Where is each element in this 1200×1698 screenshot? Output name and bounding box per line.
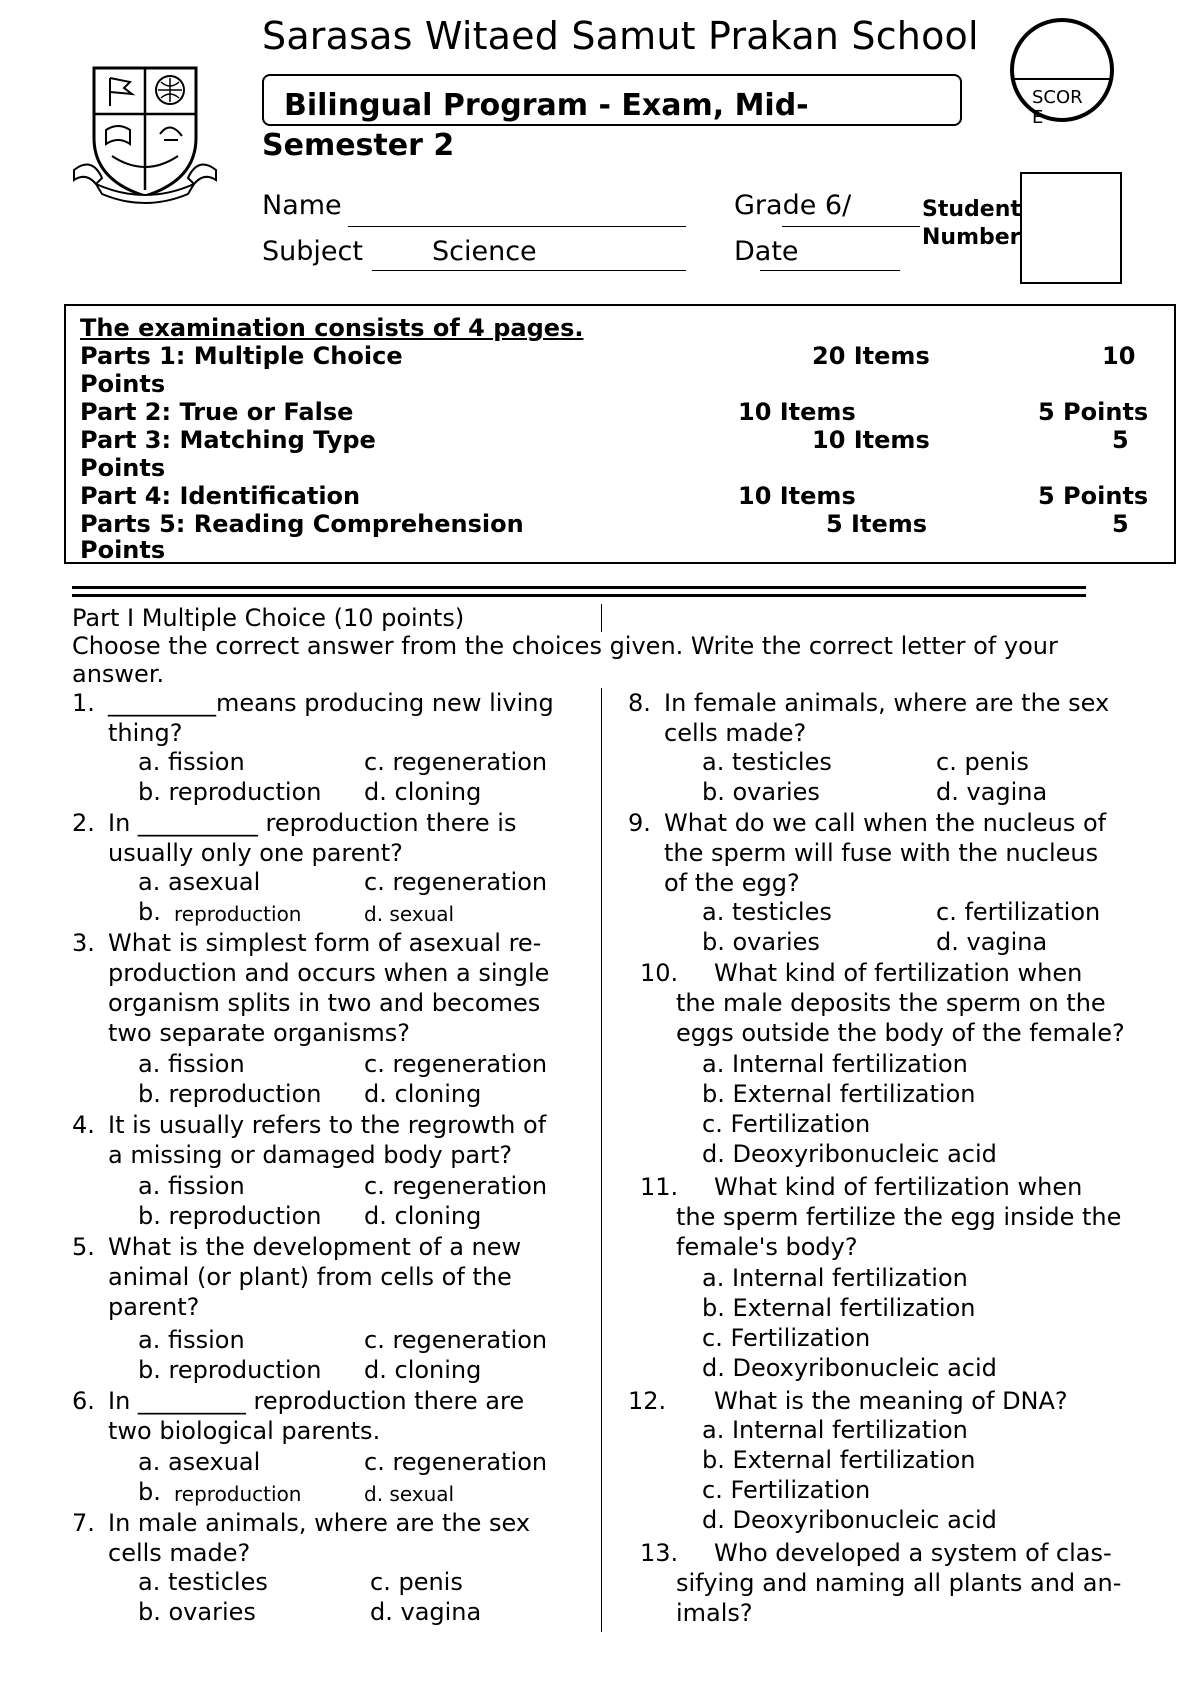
choice-b[interactable]: b. bbox=[138, 898, 161, 926]
option-2[interactable]: b. External fertilization bbox=[702, 1294, 976, 1322]
part4-items: 10 Items bbox=[738, 482, 856, 510]
question-text: usually only one parent? bbox=[108, 839, 403, 867]
question-text: production and occurs when a single bbox=[108, 959, 550, 987]
question-text: female's body? bbox=[676, 1233, 858, 1261]
choice-d[interactable]: d. sexual bbox=[364, 902, 455, 926]
part1-instructions: Choose the correct answer from the choices given. Write the correct letter of your answer. bbox=[72, 632, 1058, 688]
option-1[interactable]: a. Internal fertilization bbox=[702, 1050, 968, 1078]
question-text: What is the meaning of DNA? bbox=[714, 1387, 1068, 1415]
choice-d[interactable]: d. cloning bbox=[364, 1356, 482, 1384]
school-crest-logo bbox=[72, 60, 218, 206]
part1-title: Part I Multiple Choice (10 points) bbox=[72, 604, 465, 632]
question-4 bbox=[72, 1110, 592, 1170]
choice-b[interactable]: b. bbox=[138, 1478, 161, 1506]
choice-c[interactable]: c. regeneration bbox=[364, 748, 548, 776]
question-text: of the egg? bbox=[664, 869, 800, 897]
question-text: organism splits in two and becomes bbox=[108, 989, 541, 1017]
date-field[interactable] bbox=[760, 270, 900, 271]
program-title-line1: Bilingual Program - Exam, Mid- bbox=[284, 88, 809, 123]
option-3[interactable]: c. Fertilization bbox=[702, 1476, 871, 1504]
choice-c[interactable]: c. regeneration bbox=[364, 868, 548, 896]
column-divider-top bbox=[601, 604, 602, 632]
choice-d[interactable]: d. vagina bbox=[936, 778, 1048, 806]
date-label: Date bbox=[734, 236, 799, 267]
choice-a[interactable]: a. fission bbox=[138, 1326, 245, 1354]
choice-b[interactable]: b. ovaries bbox=[138, 1598, 256, 1626]
choice-a[interactable]: a. asexual bbox=[138, 868, 261, 896]
choice-c[interactable]: c. regeneration bbox=[364, 1050, 548, 1078]
grade-field[interactable] bbox=[782, 226, 920, 227]
choice-a[interactable]: a. testicles bbox=[702, 748, 832, 776]
choice-d[interactable]: d. cloning bbox=[364, 1202, 482, 1230]
choice-c[interactable]: c. fertilization bbox=[936, 898, 1101, 926]
question-1 bbox=[72, 688, 592, 748]
choice-b[interactable]: b. ovaries bbox=[702, 778, 820, 806]
question-text: What is the development of a new bbox=[108, 1233, 522, 1261]
question-11 bbox=[640, 1172, 1180, 1262]
question-text: In female animals, where are the sex bbox=[664, 689, 1110, 717]
question-number: 7. bbox=[72, 1509, 95, 1537]
part3-name: Part 3: Matching Type bbox=[80, 426, 376, 454]
choice-c[interactable]: c. penis bbox=[936, 748, 1029, 776]
score-divider bbox=[1014, 78, 1110, 80]
question-number: 5. bbox=[72, 1233, 95, 1261]
question-text: cells made? bbox=[108, 1539, 251, 1567]
question-text: In _________ reproduction there are bbox=[108, 1387, 525, 1415]
question-text: In __________ reproduction there is bbox=[108, 809, 517, 837]
part3-points: 5 bbox=[1112, 426, 1129, 454]
option-1[interactable]: a. Internal fertilization bbox=[702, 1264, 968, 1292]
question-number: 9. bbox=[628, 809, 651, 837]
name-field[interactable] bbox=[348, 226, 686, 227]
part5-items: 5 Items bbox=[826, 510, 928, 538]
option-4[interactable]: d. Deoxyribonucleic acid bbox=[702, 1140, 997, 1168]
student-number-label: Student Number bbox=[922, 197, 1021, 250]
question-number: 12. bbox=[628, 1387, 667, 1415]
student-number-box[interactable] bbox=[1020, 172, 1122, 284]
option-4[interactable]: d. Deoxyribonucleic acid bbox=[702, 1506, 997, 1534]
question-3 bbox=[72, 928, 592, 1048]
question-number: 8. bbox=[628, 689, 651, 717]
column-divider bbox=[601, 688, 602, 1632]
part2-name: Part 2: True or False bbox=[80, 398, 354, 426]
part2-items: 10 Items bbox=[738, 398, 856, 426]
question-text: the sperm will fuse with the nucleus bbox=[664, 839, 1099, 867]
choice-d[interactable]: d. vagina bbox=[370, 1598, 482, 1626]
choice-d[interactable]: d. cloning bbox=[364, 1080, 482, 1108]
exam-info-box bbox=[64, 304, 1176, 564]
option-4[interactable]: d. Deoxyribonucleic acid bbox=[702, 1354, 997, 1382]
subject-value: Science bbox=[432, 236, 537, 267]
question-13 bbox=[640, 1538, 1180, 1628]
question-9 bbox=[628, 808, 1168, 898]
question-number: 13. bbox=[640, 1539, 679, 1567]
question-8 bbox=[628, 688, 1148, 748]
question-text: What do we call when the nucleus of bbox=[664, 809, 1107, 837]
question-2 bbox=[72, 808, 592, 868]
question-7 bbox=[72, 1508, 592, 1568]
question-12 bbox=[628, 1386, 1168, 1416]
question-text: Who developed a system of clas- bbox=[714, 1539, 1112, 1567]
subject-label: Subject bbox=[262, 236, 363, 267]
choice-c[interactable]: c. penis bbox=[370, 1568, 463, 1596]
choice-b-text: reproduction bbox=[174, 902, 302, 926]
question-text: What kind of fertilization when bbox=[714, 959, 1083, 987]
question-text: two biological parents. bbox=[108, 1417, 381, 1445]
choice-a[interactable]: a. testicles bbox=[138, 1568, 268, 1596]
part1-name: Parts 1: Multiple Choice bbox=[80, 342, 403, 370]
question-text: cells made? bbox=[664, 719, 807, 747]
option-3[interactable]: c. Fertilization bbox=[702, 1110, 871, 1138]
part5-points: 5 bbox=[1112, 510, 1129, 538]
question-text: What is simplest form of asexual re- bbox=[108, 929, 542, 957]
option-1[interactable]: a. Internal fertilization bbox=[702, 1416, 968, 1444]
section-divider-top bbox=[72, 586, 1086, 589]
question-text: What kind of fertilization when bbox=[714, 1173, 1083, 1201]
question-number: 4. bbox=[72, 1111, 95, 1139]
program-title-line2: Semester 2 bbox=[262, 128, 455, 163]
name-label: Name bbox=[262, 190, 342, 221]
option-2[interactable]: b. External fertilization bbox=[702, 1446, 976, 1474]
question-10 bbox=[640, 958, 1180, 1048]
option-2[interactable]: b. External fertilization bbox=[702, 1080, 976, 1108]
question-text: the male deposits the sperm on the bbox=[676, 989, 1106, 1017]
choice-d[interactable]: d. vagina bbox=[936, 928, 1048, 956]
question-text: sifying and naming all plants and an- bbox=[676, 1569, 1122, 1597]
choice-b[interactable]: b. ovaries bbox=[702, 928, 820, 956]
question-number: 1. bbox=[72, 689, 95, 717]
part2-points: 5 Points bbox=[1038, 398, 1149, 426]
question-text: _________means producing new living bbox=[108, 689, 554, 717]
part3-items: 10 Items bbox=[812, 426, 930, 454]
choice-c[interactable]: c. regeneration bbox=[364, 1326, 548, 1354]
question-number: 2. bbox=[72, 809, 95, 837]
question-text: a missing or damaged body part? bbox=[108, 1141, 513, 1169]
choice-a[interactable]: a. asexual bbox=[138, 1448, 261, 1476]
question-text: parent? bbox=[108, 1293, 200, 1321]
school-name: Sarasas Witaed Samut Prakan School bbox=[262, 14, 979, 58]
choice-d[interactable]: d. cloning bbox=[364, 778, 482, 806]
choice-b-text: reproduction bbox=[174, 1482, 302, 1506]
subject-field[interactable] bbox=[372, 270, 686, 271]
question-number: 6. bbox=[72, 1387, 95, 1415]
choice-b[interactable]: b. reproduction bbox=[138, 1202, 322, 1230]
choice-b[interactable]: b. reproduction bbox=[138, 1080, 322, 1108]
choice-a[interactable]: a. fission bbox=[138, 1050, 245, 1078]
question-text: eggs outside the body of the female? bbox=[676, 1019, 1125, 1047]
question-text: the sperm fertilize the egg inside the bbox=[676, 1203, 1122, 1231]
part4-name: Part 4: Identification bbox=[80, 482, 361, 510]
section-divider-bottom bbox=[72, 594, 1086, 597]
choice-b[interactable]: b. reproduction bbox=[138, 778, 322, 806]
grade-label: Grade 6/ bbox=[734, 190, 852, 221]
exam-info-heading: The examination consists of 4 pages. bbox=[80, 314, 584, 342]
question-text: thing? bbox=[108, 719, 183, 747]
choice-a[interactable]: a. fission bbox=[138, 748, 245, 776]
choice-c[interactable]: c. regeneration bbox=[364, 1448, 548, 1476]
part4-points: 5 Points bbox=[1038, 482, 1149, 510]
question-text: two separate organisms? bbox=[108, 1019, 411, 1047]
option-3[interactable]: c. Fertilization bbox=[702, 1324, 871, 1352]
question-6 bbox=[72, 1386, 592, 1446]
choice-a[interactable]: a. fission bbox=[138, 1172, 245, 1200]
question-text: animal (or plant) from cells of the bbox=[108, 1263, 512, 1291]
choice-a[interactable]: a. testicles bbox=[702, 898, 832, 926]
choice-d[interactable]: d. sexual bbox=[364, 1482, 455, 1506]
choice-b[interactable]: b. reproduction bbox=[138, 1356, 322, 1384]
part5-name: Parts 5: Reading Comprehension bbox=[80, 510, 524, 538]
question-number: 11. bbox=[640, 1173, 679, 1201]
part5-points-unit: Points bbox=[80, 536, 166, 564]
choice-c[interactable]: c. regeneration bbox=[364, 1172, 548, 1200]
question-text: imals? bbox=[676, 1599, 753, 1627]
question-5 bbox=[72, 1232, 592, 1322]
part1-points-unit: Points bbox=[80, 370, 166, 398]
part1-items: 20 Items bbox=[812, 342, 930, 370]
question-text: In male animals, where are the sex bbox=[108, 1509, 531, 1537]
question-number: 3. bbox=[72, 929, 95, 957]
question-number: 10. bbox=[640, 959, 679, 987]
score-label: SCORE bbox=[1032, 87, 1083, 128]
question-text: It is usually refers to the regrowth of bbox=[108, 1111, 547, 1139]
part1-points: 10 bbox=[1102, 342, 1136, 370]
part3-points-unit: Points bbox=[80, 454, 166, 482]
